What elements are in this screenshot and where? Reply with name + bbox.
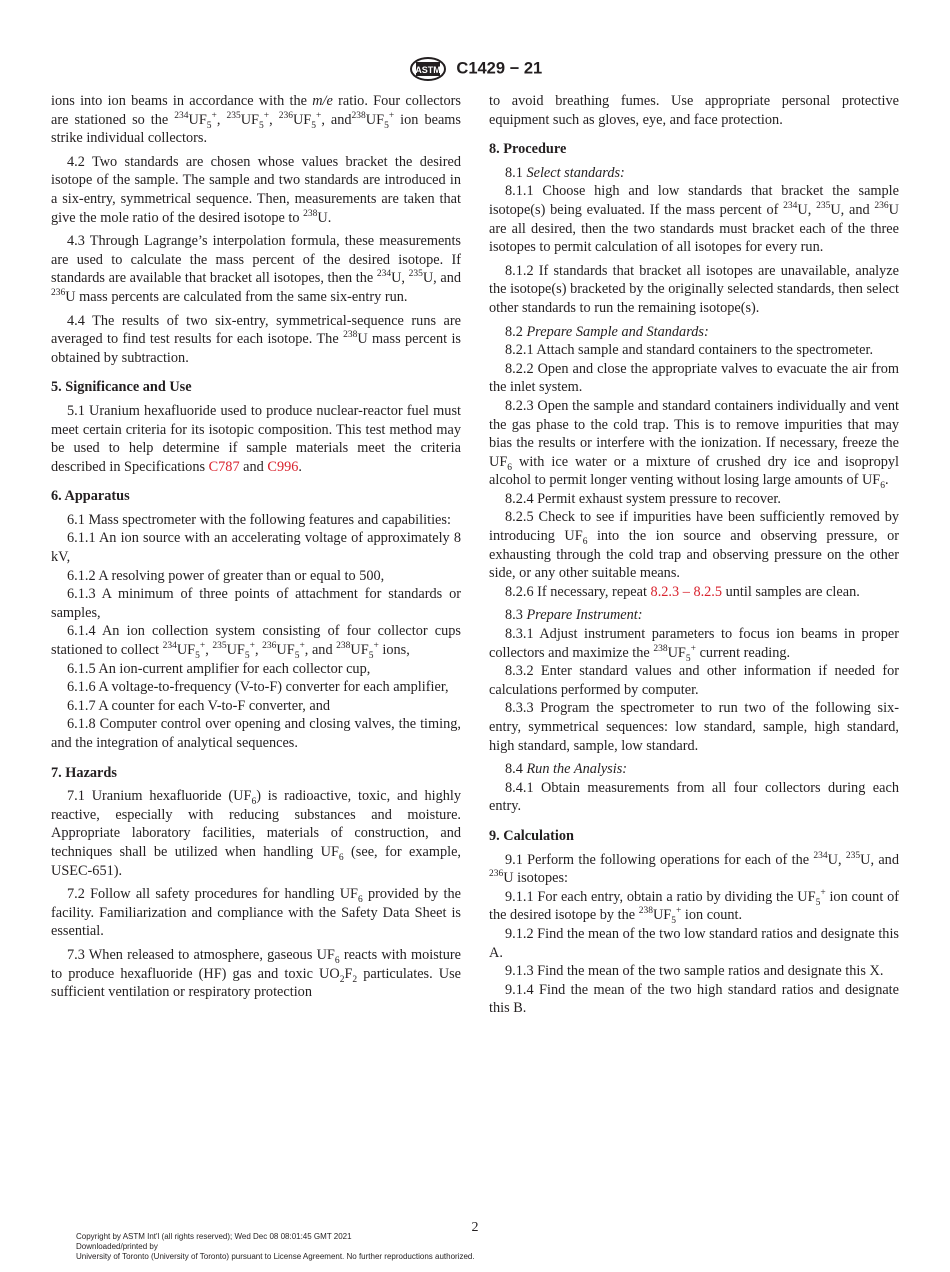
page-number: 2: [471, 1220, 479, 1235]
svg-text:ASTM: ASTM: [415, 65, 441, 75]
para-8-1-1: 8.1.1 Choose high and low standards that bracket the sample isotope(s) being evaluated. If the mass percent of $^{234}$U, $^{235}$U, and $^{236}$U are all desired, then the two standards must bracket each of the three isotopes to permit calculation of all isotopes for every run.: [489, 183, 899, 256]
para-5-1: 5.1 Uranium hexafluoride used to produce nuclear-reactor fuel must meet certain criteria for its isotopic composition. This test method may be used to help determine if sample materials meet the criteria described in Specifications C787 and C996.: [51, 402, 461, 475]
para-6-1-1: 6.1.1 An ion source with an accelerating voltage of approximately 8 kV,: [51, 530, 461, 566]
para-8-2-4: 8.2.4 Permit exhaust system pressure to recover.: [505, 490, 781, 507]
designation: C1429 − 21: [456, 59, 543, 78]
link-c787[interactable]: C787: [208, 458, 240, 475]
section-7-heading: 7. Hazards: [51, 764, 117, 781]
para-8-2-5: 8.2.5 Check to see if impurities have been sufficiently removed by introducing $UF_6$ into the ion source and observing pressure, or exhausting through the cold trap and observing pressure on the other side, or any other suitable means.: [489, 509, 899, 582]
para-6-1-4: 6.1.4 An ion collection system consisting of four collector cups stationed to collect $^{234}UF_5^+$, $^{235}UF_5^+$, $^{236}UF_5^+$, and $^{238}UF_5^+$ ions,: [51, 623, 461, 661]
link-c996[interactable]: C996: [267, 458, 299, 475]
para-9-1-4: 9.1.4 Find the mean of the two high standard ratios and designate this B.: [489, 981, 899, 1017]
para-6-1: 6.1 Mass spectrometer with the following features and capabilities:: [67, 511, 451, 528]
para-8-3-3: 8.3.3 Program the spectrometer to run two of the following six-entry, symmetrical sequences: low standard, sample, high standard, high standard, sample, low standard.: [489, 700, 899, 754]
para-8-3-2: 8.3.2 Enter standard values and other information if needed for calculations performed by computer.: [489, 663, 899, 698]
right-column: [489, 92, 899, 1018]
para-8-4: 8.4 Run the Analysis:: [505, 761, 628, 778]
para-9-1-1: 9.1.1 For each entry, obtain a ratio by dividing the $UF_5^+$ ion count of the desired isotope by the $^{238}UF_5^+$ ion count.: [489, 887, 899, 927]
footer-line-1: Copyright by ASTM Int'l (all rights reserved); Wed Dec 08 08:01:45 GMT 2021: [76, 1232, 352, 1241]
para-4-1-cont: ions into ion beams in accordance with the m/e ratio. Four collectors are stationed so the $^{234}UF_5^+$, $^{235}UF_5^+$, $^{236}UF_5^+$, $and^{238}UF_5^+$ ion beams strike individual collectors.: [51, 93, 461, 147]
footer-line-2: Downloaded/printed by: [76, 1242, 158, 1251]
para-9-1: 9.1 Perform the following operations for each of the $^{234}$U, $^{235}$U, and $^{236}$U isotopes:: [489, 850, 899, 887]
copyright-footer: [76, 1232, 475, 1262]
para-6-1-5: 6.1.5 An ion-current amplifier for each collector cup,: [67, 660, 371, 677]
para-6-1-7: 6.1.7 A counter for each V-to-F converter, and: [67, 697, 331, 714]
page-header: [0, 56, 950, 82]
section-6-heading: 6. Apparatus: [51, 488, 130, 505]
para-8-3-1: 8.3.1 Adjust instrument parameters to focus ion beams in proper collectors and maximize the $^{238}UF_5^+$ current reading.: [489, 626, 899, 664]
section-8-heading: 8. Procedure: [489, 141, 567, 158]
para-6-1-6: 6.1.6 A voltage-to-frequency (V-to-F) converter for each amplifier,: [67, 679, 449, 696]
para-9-1-2: 9.1.2 Find the mean of the two low standard ratios and designate this A.: [489, 925, 899, 961]
astm-logo-icon: [408, 56, 448, 82]
para-7-2: 7.2 Follow all safety procedures for handling $UF_6$ provided by the facility. Familiarization and compliance with the Safety Data Sheet is essential.: [51, 886, 461, 940]
para-4-2: 4.2 Two standards are chosen whose values bracket the desired isotope of the sample. The sample and two standards are introduced in a six-entry, symmetrical sequence. Then, measurements are taken that give the mole ratio of the desired isotope to $^{238}$U.: [51, 153, 461, 226]
para-8-2-1: 8.2.1 Attach sample and standard containers to the spectrometer.: [505, 342, 874, 359]
para-6-1-2: 6.1.2 A resolving power of greater than or equal to 500,: [67, 567, 385, 584]
para-4-4: 4.4 The results of two six-entry, symmetrical-sequence runs are averaged to find test results for each isotope. The $^{238}$U mass percent is obtained by subtraction.: [51, 312, 461, 366]
para-8-3: 8.3 Prepare Instrument:: [505, 607, 643, 624]
para-7-3-cont: to avoid breathing fumes. Use appropriate personal protective equipment such as gloves, eye, and face protection.: [489, 93, 899, 128]
link-8-2-3-8-2-5[interactable]: 8.2.3 – 8.2.5: [650, 583, 723, 600]
para-7-1: 7.1 Uranium hexafluoride $(UF_6)$ is radioactive, toxic, and highly reactive, especially with reducing substances and moisture. Appropriate laboratory facilities, materials of construction, and techniques shall be utilized when handling $UF_6$ (see, for example, USEC-651).: [51, 788, 461, 879]
para-8-1-2: 8.1.2 If standards that bracket all isotopes are unavailable, analyze the isotope(s) bracketed by the originally selected standards, then select other standards to run the remaining isotope(s).: [489, 262, 899, 316]
para-8-4-1: 8.4.1 Obtain measurements from all four collectors during each entry.: [489, 779, 899, 815]
para-8-2-2: 8.2.2 Open and close the appropriate valves to evacuate the air from the inlet system.: [489, 360, 899, 396]
para-9-1-3: 9.1.3 Find the mean of the two sample ratios and designate this X.: [505, 963, 884, 980]
para-4-3: 4.3 Through Lagrange’s interpolation formula, these measurements are used to calculate the mass percent of the desired isotope. If standards are available that bracket all isotopes, then the $^{234}$U, $^{235}$U, and $^{236}$U mass percents are calculated from the same six-entry run.: [51, 233, 461, 305]
para-8-2: 8.2 Prepare Sample and Standards:: [505, 323, 709, 340]
para-8-2-3: 8.2.3 Open the sample and standard containers individually and vent the gas phase to the cold trap. This is to remove impurities that may bias the results or interfere with the ionization. If necessary, freeze the $UF_6$ with ice water or a mixture of crushed dry ice and isopropyl alcohol to permit longer venting without losing large amounts of $UF_6$.: [489, 397, 899, 492]
footer-line-3: University of Toronto (University of Toronto) pursuant to License Agreement. No further reproductions authorized.: [76, 1252, 475, 1261]
left-column: [51, 92, 461, 1002]
para-6-1-8: 6.1.8 Computer control over opening and closing valves, the timing, and the integration of analytical sequences.: [51, 716, 461, 751]
section-5-heading: 5. Significance and Use: [51, 379, 192, 396]
para-8-1: 8.1 Select standards:: [505, 164, 625, 181]
para-7-3: 7.3 When released to atmosphere, gaseous $UF_6$ reacts with moisture to produce hexafluoride (HF) gas and toxic $UO_2F_2$ particulates. Use sufficient ventilation or respiratory protection: [51, 946, 461, 1001]
para-6-1-3: 6.1.3 A minimum of three points of attachment for standards or samples,: [51, 586, 461, 621]
section-9-heading: 9. Calculation: [489, 827, 574, 844]
para-8-2-6: 8.2.6 If necessary, repeat 8.2.3 – 8.2.5 until samples are clean.: [505, 583, 860, 600]
